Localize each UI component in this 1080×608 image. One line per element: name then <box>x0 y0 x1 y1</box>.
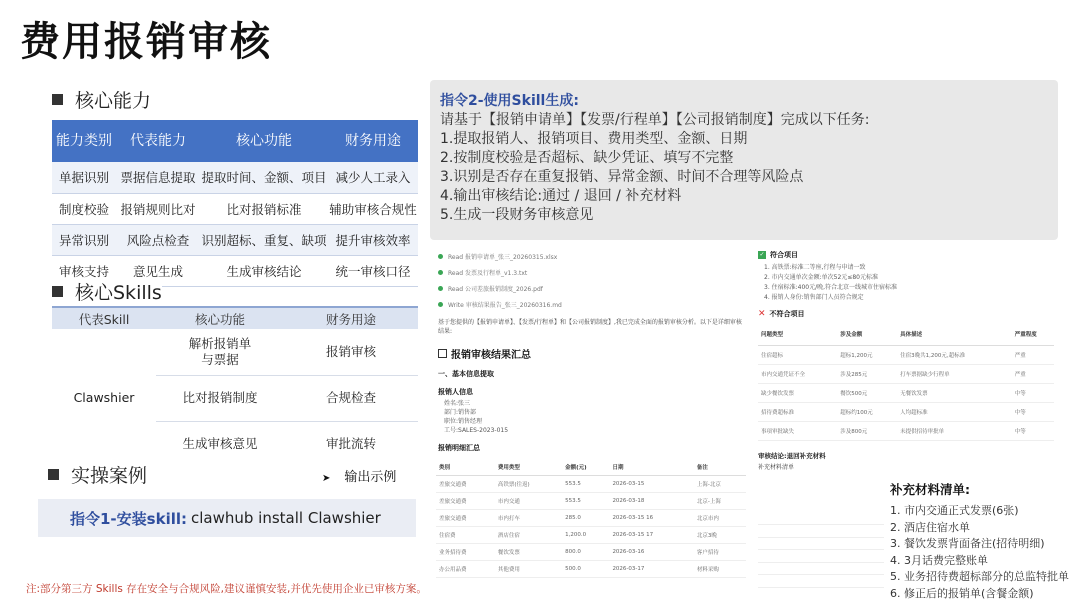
ok-item: 2. 市内交通单次金额:单次52元≤80元标准 <box>764 274 878 281</box>
page-title: 费用报销审核 <box>20 19 272 65</box>
table-row <box>758 345 1054 364</box>
instruction-line: 1.提取报销人、报销项目、费用类型、金额、日期 <box>440 131 748 147</box>
table-cell: 提升审核效率 <box>328 224 418 255</box>
table-cell: 比对报销制度 <box>156 375 284 421</box>
section-heading: 核心Skills <box>75 282 162 304</box>
section-core-skills <box>52 278 162 305</box>
table-row <box>436 526 746 543</box>
detail-table <box>436 459 746 578</box>
table-cell: 2026-03-15 <box>609 475 693 492</box>
table-cell: 提取时间、金额、项目 <box>200 162 328 193</box>
step-text: Read 公司差旅报销制度_2026.pdf <box>448 285 543 293</box>
table-cell: 285.0 <box>562 509 609 526</box>
tool-step <box>432 248 750 264</box>
table-cell: 解析报销单 与票据 <box>156 329 284 375</box>
table-row <box>52 224 418 255</box>
table-row <box>758 364 1054 383</box>
table-cell: 中等 <box>1012 383 1054 402</box>
table-cell: 北京市内 <box>694 509 746 526</box>
instruction-panel <box>430 80 1058 240</box>
table-cell: 上海-北京 <box>694 475 746 492</box>
ok-section-title <box>758 250 1054 260</box>
table-cell: 中等 <box>1012 421 1054 440</box>
table-header: 核心功能 <box>156 307 284 329</box>
table-row <box>52 193 418 224</box>
table-cell: 未提供招待审批单 <box>897 421 1012 440</box>
step-text: Read 报销申请单_张三_20260315.xlsx <box>448 253 558 261</box>
table-cell: 生成审核意见 <box>182 436 258 452</box>
table-cell: 差旅交通费 <box>436 475 495 492</box>
table-cell: 统一审核口径 <box>328 255 418 286</box>
table-cell: 其他费用 <box>495 560 562 577</box>
table-cell: 住宿超标 <box>758 345 837 364</box>
table-cell: 超标1,200元 <box>837 345 897 364</box>
table-cell: 差旅交通费 <box>436 509 495 526</box>
section-heading: 实操案例 <box>71 465 148 487</box>
supplement-item: 4. 3月话费完整账单 <box>890 553 988 567</box>
person-field: 部门:销售部 <box>444 409 477 416</box>
table-row <box>758 421 1054 440</box>
table-cell: 涉及285元 <box>837 364 897 383</box>
table-header: 严重程度 <box>1012 323 1054 345</box>
table-cell: 减少人工录入 <box>328 162 418 193</box>
table-cell: 材料采购 <box>694 560 746 577</box>
table-row <box>758 383 1054 402</box>
table-cell: 合规检查 <box>284 375 418 421</box>
table-cell: 单据识别 <box>52 162 116 193</box>
instruction-line: 5.生成一段财务审核意见 <box>440 207 594 223</box>
table-header: 费用类型 <box>495 459 562 475</box>
audit-report-screenshot-left <box>432 244 750 604</box>
tool-step <box>432 264 750 280</box>
supplement-item: 3. 餐饮发票背面备注(招待明细) <box>890 537 1045 550</box>
status-dot-icon <box>438 302 443 307</box>
output-label: 输出示例 <box>344 470 397 485</box>
table-cell: 2026-03-18 <box>609 492 693 509</box>
table-cell: 识别超标、重复、缺项 <box>200 224 328 255</box>
cross-icon: ✕ <box>758 309 766 319</box>
table-row <box>52 329 418 375</box>
table-cell: 风险点检查 <box>116 224 200 255</box>
table-cell: 业务招待费 <box>436 543 495 560</box>
mini-table-placeholder <box>758 512 884 588</box>
table-cell: 涉及800元 <box>837 421 897 440</box>
table-cell: 客户招待 <box>694 543 746 560</box>
table-row <box>436 492 746 509</box>
table-cell: 事项审批缺失 <box>758 421 837 440</box>
install-command-box <box>38 499 416 537</box>
table-header: 金额(元) <box>562 459 609 475</box>
detail-title: 报销明细汇总 <box>438 444 480 452</box>
table-cell: 制度校验 <box>52 193 116 224</box>
person-field: 姓名:张三 <box>444 400 471 407</box>
table-cell: 异常识别 <box>52 224 116 255</box>
table-cell: 差旅交通费 <box>436 492 495 509</box>
table-cell: 严重 <box>1012 345 1054 364</box>
bad-title-text: 不符合项目 <box>769 310 805 318</box>
issues-table <box>758 323 1054 441</box>
table-cell: 审批流转 <box>325 436 376 452</box>
table-cell: 报销规则比对 <box>116 193 200 224</box>
table-row <box>436 509 746 526</box>
table-header: 能力类别 <box>52 120 116 162</box>
bad-section-title <box>758 309 1054 319</box>
table-header: 具体描述 <box>897 323 1012 345</box>
table-cell: 人均超标准 <box>897 402 1012 421</box>
table-cell: 2026-03-17 <box>609 560 693 577</box>
table-row <box>436 543 746 560</box>
ok-item: 1. 高铁票:标准二等座,行程与申请一致 <box>764 264 866 271</box>
table-cell: 2026-03-15 16 <box>609 509 693 526</box>
clipboard-icon <box>438 349 447 358</box>
skills-table <box>52 306 418 467</box>
table-cell: 餐饮500元 <box>837 383 897 402</box>
table-cell: 北京3晚 <box>694 526 746 543</box>
instruction-line: 请基于【报销申请单】【发票/行程单】【公司报销制度】完成以下任务: <box>440 112 870 128</box>
table-cell: 生成审核结论 <box>200 255 328 286</box>
check-icon: ✓ <box>759 251 765 258</box>
table-cell: 招待费超标准 <box>758 402 837 421</box>
supplement-title: 补充材料清单: <box>890 482 970 497</box>
table-cell: 高铁票(往返) <box>495 475 562 492</box>
table-cell: 报销审核 <box>284 329 418 375</box>
table-cell: 无餐饮发票 <box>897 383 1012 402</box>
table-header: 财务用途 <box>328 120 418 162</box>
table-cell: 2026-03-16 <box>609 543 693 560</box>
ok-item: 3. 住宿标准:400元/晚,符合北京一线城市住宿标准 <box>764 284 898 291</box>
status-dot-icon <box>438 286 443 291</box>
ok-title-text: 符合项目 <box>770 251 798 259</box>
basic-info-title: 一、基本信息提取 <box>438 370 494 378</box>
supplement-item: 1. 市内交通正式发票(6张) <box>890 504 1019 517</box>
instruction-line: 2.按制度校验是否超标、缺少凭证、填写不完整 <box>440 150 734 166</box>
bullet-square-icon <box>48 469 59 480</box>
risk-note: 注:部分第三方 Skills 存在安全与合规风险,建议谨慎安装,并优先使用企业已审核方案。 <box>26 583 427 595</box>
step-text: Read 发票及行程单_v1.3.txt <box>448 269 528 277</box>
table-cell: 打车票据缺少行程单 <box>897 364 1012 383</box>
table-header: 涉及金额 <box>837 323 897 345</box>
table-cell: 意见生成 <box>116 255 200 286</box>
section-heading: 核心能力 <box>75 90 152 112</box>
table-cell: 比对报销标准 <box>200 193 328 224</box>
table-cell: 餐饮发票 <box>495 543 562 560</box>
table-cell: 办公用品费 <box>436 560 495 577</box>
table-cell: 审核支持 <box>52 255 116 286</box>
table-cell: 住宿费 <box>436 526 495 543</box>
supplement-item: 5. 业务招待费超标部分的总监特批单 <box>890 570 1069 583</box>
table-cell: 市内打车 <box>495 509 562 526</box>
table-row <box>436 560 746 577</box>
table-cell: 超标约100元 <box>837 402 897 421</box>
tool-step <box>432 296 750 312</box>
table-header: 代表Skill <box>52 307 156 329</box>
table-cell: 缺少餐饮发票 <box>758 383 837 402</box>
step-text: Write 审核结果报告_张三_20260316.md <box>448 301 562 309</box>
table-cell: 酒店住宿 <box>495 526 562 543</box>
bullet-square-icon <box>52 286 63 297</box>
section-core-capabilities <box>52 86 151 113</box>
person-info-title: 报销人信息 <box>438 388 473 396</box>
ok-item: 4. 报销人身份:销售部门人员符合规定 <box>764 294 864 301</box>
table-cell: 500.0 <box>562 560 609 577</box>
instruction-line: 4.输出审核结论:通过 / 退回 / 补充材料 <box>440 188 682 204</box>
audit-conclusion: 审核结论:退回补充材料 <box>758 451 826 460</box>
table-header: 核心功能 <box>200 120 328 162</box>
table-cell: 严重 <box>1012 364 1054 383</box>
bullet-square-icon <box>52 94 63 105</box>
table-cell: 辅助审核合规性 <box>328 193 418 224</box>
table-cell: 2026-03-15 17 <box>609 526 693 543</box>
table-row <box>436 475 746 492</box>
table-header: 代表能力 <box>116 120 200 162</box>
table-cell: 1,200.0 <box>562 526 609 543</box>
table-cell: 中等 <box>1012 402 1054 421</box>
table-cell: 553.5 <box>562 475 609 492</box>
table-cell: 北京-上海 <box>694 492 746 509</box>
table-row <box>758 402 1054 421</box>
table-cell: 住宿3晚共1,200元,超标准 <box>897 345 1012 364</box>
table-cell: 市内交通凭证不全 <box>758 364 837 383</box>
supplement-item: 6. 修正后的报销单(含餐金额) <box>890 586 1034 600</box>
table-cell: 800.0 <box>562 543 609 560</box>
table-header: 问题类型 <box>758 323 837 345</box>
table-cell: 553.5 <box>562 492 609 509</box>
report-summary-title <box>438 346 744 361</box>
instruction-line: 3.识别是否存在重复报销、异常金额、时间不合理等风险点 <box>440 169 804 185</box>
table-row <box>52 162 418 193</box>
person-field: 工号:SALES-2023-015 <box>444 427 509 434</box>
arrow-right-icon: ➤ <box>322 473 331 484</box>
supplement-item: 2. 酒店住宿水单 <box>890 520 970 534</box>
summary-title-text: 报销审核结果汇总 <box>451 350 531 361</box>
table-cell: 市内交通 <box>495 492 562 509</box>
table-cell: 票据信息提取 <box>116 162 200 193</box>
table-header: 备注 <box>694 459 746 475</box>
person-field: 职位:销售经理 <box>444 418 483 425</box>
supplement-list <box>890 480 1069 602</box>
table-header: 财务用途 <box>284 307 418 329</box>
mini-title: 补充材料清单 <box>758 463 795 471</box>
table-header: 类别 <box>436 459 495 475</box>
command-text: clawhub install Clawshier <box>191 509 381 527</box>
output-example-label <box>322 466 396 485</box>
command-prefix: 指令1-安装skill: <box>70 509 187 528</box>
status-dot-icon <box>438 270 443 275</box>
status-dot-icon <box>438 254 443 259</box>
instruction-title: 指令2-使用Skill生成: <box>440 93 579 109</box>
report-intro: 基于您提供的【报销申请单】、【发票/行程单】和【公司报销制度】,我已完成全面的报销审核分析。以下是详细审核结果: <box>438 319 742 335</box>
table-header: 日期 <box>609 459 693 475</box>
tool-step <box>432 280 750 296</box>
capabilities-table <box>52 120 418 287</box>
section-case <box>48 461 147 488</box>
skill-name: Clawshier <box>73 390 135 405</box>
